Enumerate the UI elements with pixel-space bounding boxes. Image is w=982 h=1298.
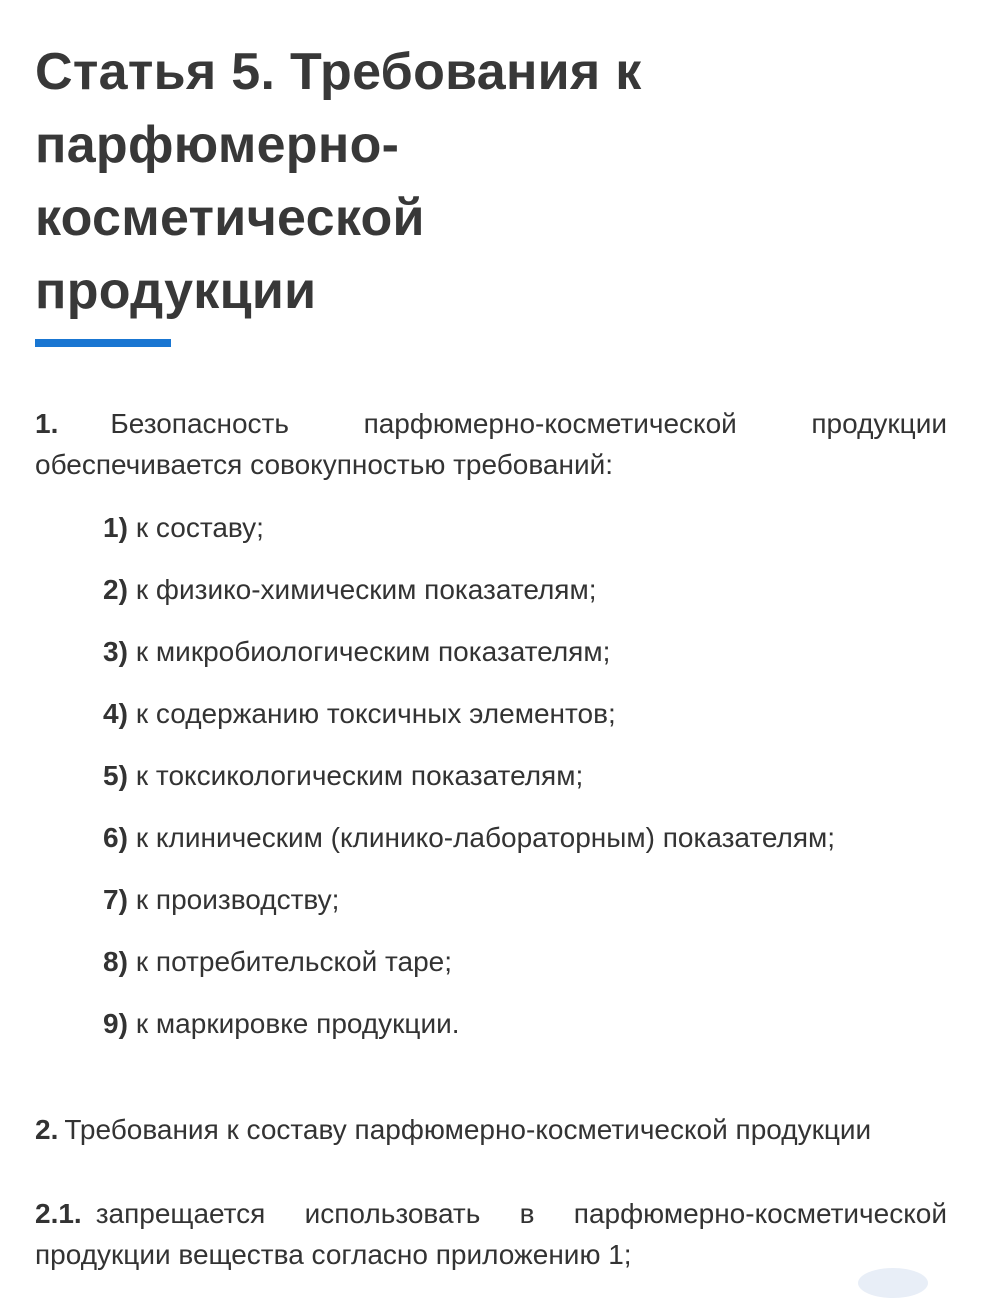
list-item-number: 7)	[103, 884, 128, 915]
title-line: парфюмерно-	[35, 116, 400, 174]
floating-button-edge[interactable]	[858, 1268, 928, 1298]
list-item	[103, 879, 835, 941]
paragraph-text: запрещается использовать в парфюмерно-косметической продукции вещества согласно приложению 1;	[35, 1198, 947, 1270]
list-item	[103, 817, 835, 879]
list-item-number: 6)	[103, 822, 128, 853]
list-item	[103, 755, 835, 817]
list-item-text: к содержанию токсичных элементов;	[135, 698, 616, 729]
paragraph-number: 2.	[35, 1114, 59, 1145]
paragraph-text: Требования к составу парфюмерно-косметической продукции	[64, 1114, 872, 1145]
list-item-text: к составу;	[135, 512, 264, 543]
paragraph-2-1	[35, 1193, 947, 1275]
list-item-number: 3)	[103, 636, 128, 667]
list-item-text: к потребительской таре;	[135, 946, 453, 977]
paragraph-text: Безопасность парфюмерно-косметической продукции обеспечивается совокупностью требований:	[35, 408, 947, 480]
list-item-number: 2)	[103, 574, 128, 605]
paragraph-1	[35, 403, 947, 485]
list-item-text: к токсикологическим показателям;	[135, 760, 584, 791]
list-item-number: 4)	[103, 698, 128, 729]
list-item	[103, 1003, 835, 1065]
list-item-text: к маркировке продукции.	[135, 1008, 460, 1039]
list-item	[103, 507, 835, 569]
requirements-list	[103, 507, 835, 1065]
list-item-number: 9)	[103, 1008, 128, 1039]
article-title	[35, 36, 735, 328]
list-item	[103, 631, 835, 693]
list-item-text: к клиническим (клинико-лабораторным) показателям;	[135, 822, 836, 853]
paragraph-number: 1.	[35, 408, 59, 439]
list-item	[103, 569, 835, 631]
title-line: продукции	[35, 262, 317, 320]
list-item	[103, 941, 835, 1003]
list-item-text: к микробиологическим показателям;	[135, 636, 611, 667]
title-line: Статья 5. Требования к	[35, 43, 642, 101]
list-item	[103, 693, 835, 755]
list-item-text: к физико-химическим показателям;	[135, 574, 597, 605]
list-item-number: 8)	[103, 946, 128, 977]
list-item-text: к производству;	[135, 884, 340, 915]
paragraph-2	[35, 1109, 947, 1150]
title-accent-bar	[35, 339, 171, 347]
list-item-number: 5)	[103, 760, 128, 791]
list-item-number: 1)	[103, 512, 128, 543]
title-line: косметической	[35, 189, 425, 247]
paragraph-number: 2.1.	[35, 1198, 82, 1229]
